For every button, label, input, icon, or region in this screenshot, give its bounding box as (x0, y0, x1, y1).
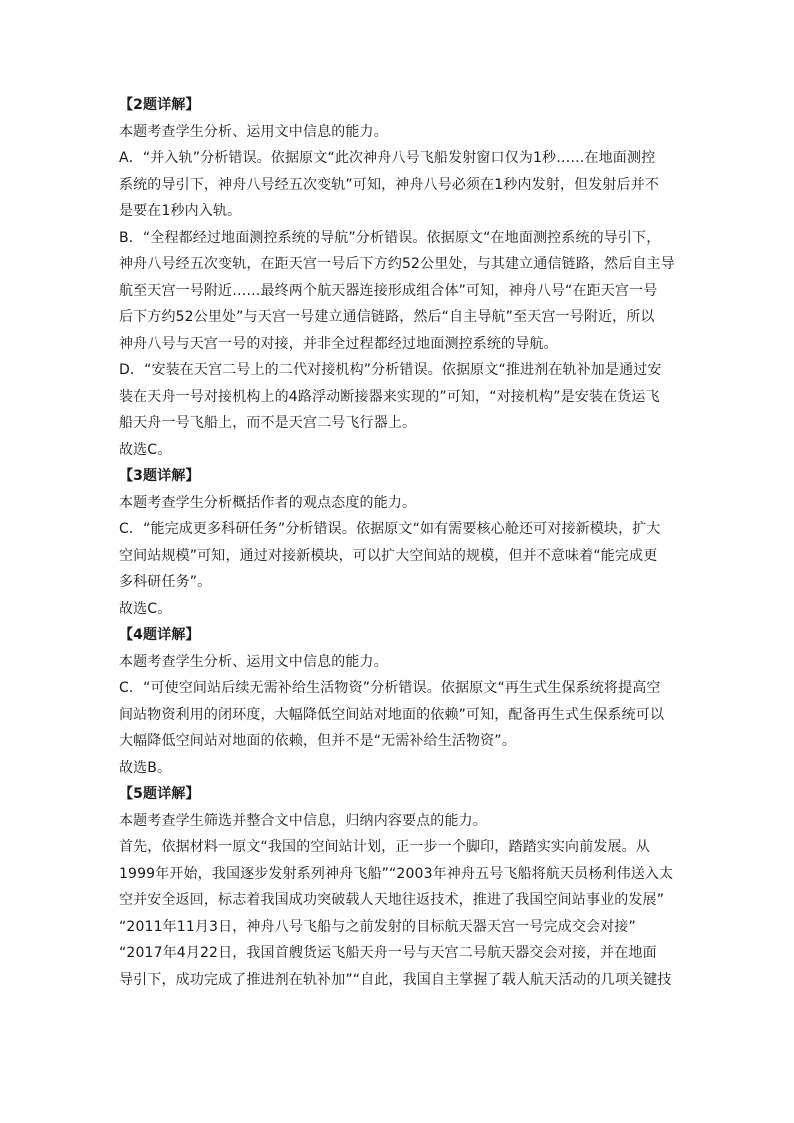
paragraph-line: 神舟八号经五次变轨，在距天宫一号后下方约52公里处，与其建立通信链路，然后自主导 (119, 256, 675, 272)
paragraph-line: 本题考查学生分析概括作者的观点态度的能力。 (119, 494, 417, 511)
answer-line: 故选C。 (119, 600, 172, 617)
paragraph-line: 首先，依据材料一原文“我国的空间站计划，正一步一个脚印，踏踏实实向前发展。从 (119, 839, 650, 855)
section-heading: 【3题详解】 (119, 468, 200, 484)
paragraph-line: 船天舟一号飞船上，而不是天宫二号飞行器上。 (119, 415, 417, 431)
paragraph-line: B．“全程都经过地面测控系统的导航”分析错误。依据原文“在地面测控系统的导引下， (119, 229, 661, 246)
paragraph-line: 空间站规模”可知，通过对接新模块，可以扩大空间站的规模，但并不意味着“能完成更 (119, 547, 658, 564)
paragraph-line: 航至天宫一号附近……最终两个航天器连接形成组合体”可知，神舟八号“在距天宫一号 (119, 282, 658, 299)
paragraph-line: 本题考查学生分析、运用文中信息的能力。 (119, 123, 388, 140)
section-heading: 【4题详解】 (119, 627, 200, 643)
answer-line: 故选B。 (119, 759, 172, 776)
paragraph-line: D．“安装在天宫二号上的二代对接机构”分析错误。依据原文“推进剂在轨补加是通过安 (119, 362, 662, 378)
paragraph-line: 本题考查学生分析、运用文中信息的能力。 (119, 653, 388, 670)
paragraph-line: 是要在1秒内入轨。 (119, 203, 242, 219)
paragraph-line: 间站物资利用的闭环度，大幅降低空间站对地面的依赖”可知，配备再生式生保系统可以 (119, 706, 665, 723)
paragraph-line: A．“并入轨”分析错误。依据原文“此次神舟八号飞船发射窗口仅为1秒……在地面测控 (119, 150, 656, 166)
paragraph-line: 后下方约52公里处”与天宫一号建立通信链路，然后“自主导航”至天宫一号附近，所以 (119, 309, 655, 325)
paragraph-line: 神舟八号与天宫一号的对接，并非全过程都经过地面测控系统的导航。 (119, 335, 558, 352)
paragraph-line: C．“能完成更多科研任务”分析错误。依据原文“如有需要核心舱还可对接新模块，扩大 (119, 521, 661, 537)
paragraph-line: 多科研任务”。 (119, 574, 212, 590)
paragraph-line: “2017年4月22日，我国首艘货运飞船天舟一号与天宫二号航天器交会对接，并在地面 (119, 945, 657, 961)
paragraph-line: 导引下，成功完成了推进剂在轨补加”“自此，我国自主掌握了载人航天活动的几项关键技 (119, 971, 672, 988)
section-heading: 【5题详解】 (119, 786, 200, 802)
paragraph-line: C．“可使空间站后续无需补给生活物资”分析错误。依据原文“再生式生保系统将提高空 (119, 680, 661, 696)
paragraph-line: 装在天舟一号对接机构上的4路浮动断接器来实现的”可知，“对接机构”是安装在货运飞 (119, 388, 660, 405)
paragraph-line: 大幅降低空间站对地面的依赖，但并不是“无需补给生活物资”。 (119, 733, 516, 749)
paragraph-line: 本题考查学生筛选并整合文中信息，归纳内容要点的能力。 (119, 812, 487, 829)
document-page (119, 92, 679, 993)
section-heading: 【2题详解】 (119, 97, 200, 113)
paragraph-line: 空并安全返回，标志着我国成功突破载人天地往返技术，推进了我国空间站事业的发展” (119, 892, 665, 908)
paragraph-line: 1999年开始，我国逐步发射系列神舟飞船”“2003年神舟五号飞船将航天员杨利伟送入太 (119, 865, 674, 882)
answer-line: 故选C。 (119, 441, 172, 458)
paragraph-line: “2011年11月3日，神舟八号飞船与之前发射的目标航天器天宫一号完成交会对接” (119, 918, 636, 935)
paragraph-line: 系统的导引下，神舟八号经五次变轨”可知，神舟八号必须在1秒内发射，但发射后并不 (119, 176, 660, 193)
